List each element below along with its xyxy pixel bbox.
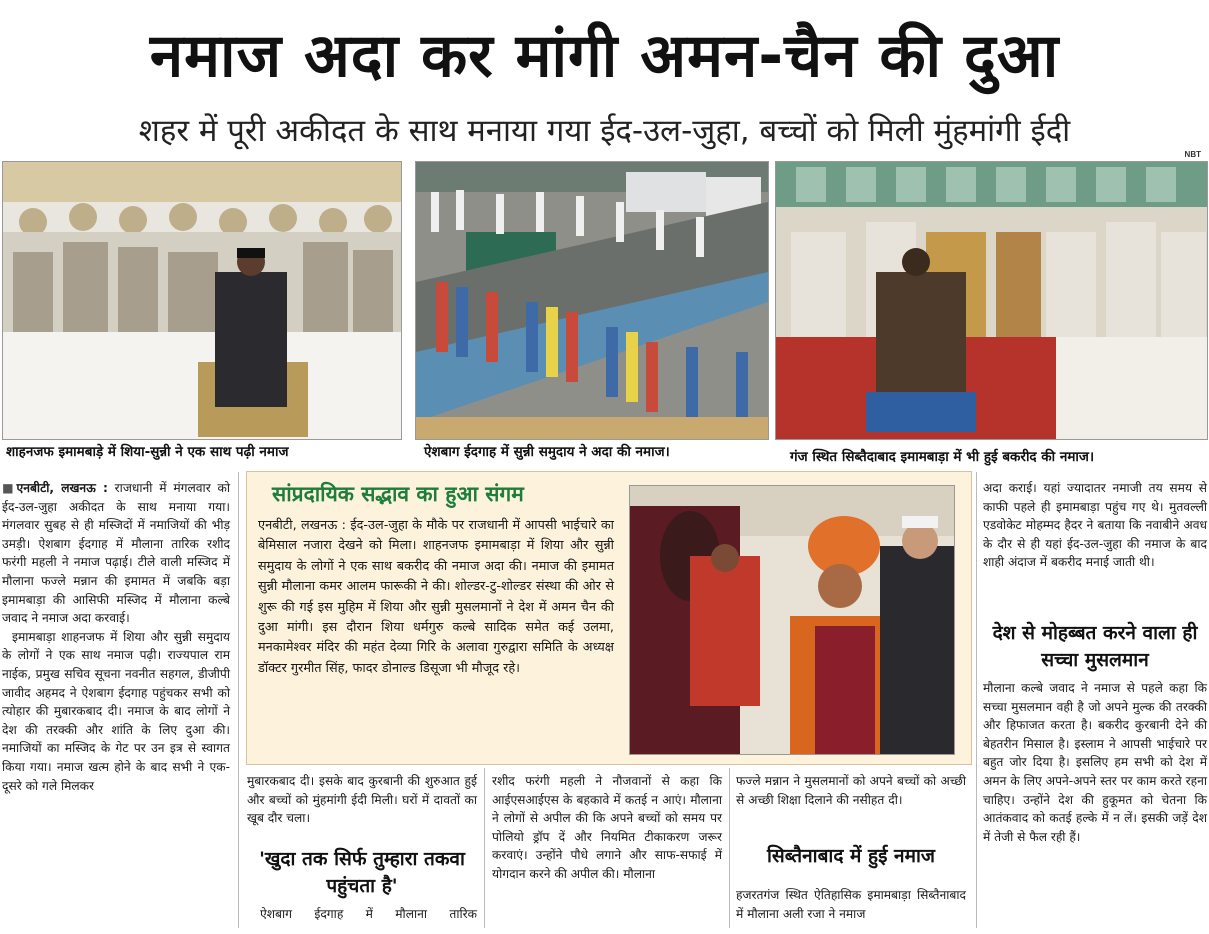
photo-aishbagh <box>415 161 769 440</box>
story-column-3: रशीद फरंगी महली ने नौजवानों से कहा कि आईएसआईएस के बहकावे में कतई न आएं। मौलाना ने लोगों से अपील की कि अपने बच्चों को समय पर पोलियो ड्रॉप दें और नियमित टीकाकरण जरूर करवाएं। उन्होंने पौधे लगाने और साफ-सफाई में योगदान करने की अपील की। मौलाना <box>492 774 722 881</box>
dateline: एनबीटी, लखनऊ : <box>16 481 108 495</box>
photo-caption-2: ऐशबाग ईदगाह में सुन्नी समुदाय ने अदा की नमाज। <box>424 444 670 460</box>
source-tag: NBT <box>1184 150 1201 159</box>
story-para-1: राजधानी में मंगलवार को ईद-उल-जुहा अकीदत के साथ मनाया गया। मंगलवार सुबह से ही मस्जिदों में नमाजियों की भीड़ उमड़ी। ऐशबाग ईदगाह में मौलाना तारिक रशीद फरंगी महली ने नमाज पढ़ाई। टीले वाली मस्जिद में मौलाना फज्ले मन्नान की इमामत में जबकि बड़ा इमामबाड़ा की आसिफी मस्जिद में मौलाना कल्बे जवाद ने नमाज अदा करवाई। <box>2 481 231 626</box>
col2-subhead: 'खुदा तक सिर्फ तुम्हारा तकवा पहुंचता है' <box>259 848 465 897</box>
col2-text: मुबारकबाद दी। इसके बाद कुरबानी की शुरुआत हुई और बच्चों को मुंहमांगी ईदी मिली। घरों में दावतों का खूब दौर चला। <box>247 774 477 826</box>
photo-shahnajaf <box>2 161 402 440</box>
col5-subhead: देश से मोहब्बत करने वाला ही सच्चा मुसलमान <box>992 622 1198 671</box>
story-column-2 <box>247 772 477 828</box>
subheadline: शहर में पूरी अकीदत के साथ मनाया गया ईद-उल-जुहा, बच्चों को मिली मुंहमांगी ईदी <box>138 113 1071 149</box>
col4-subhead: सिब्तैनाबाद में हुई नमाज <box>767 845 935 867</box>
story-column-1 <box>2 479 230 795</box>
col4-after: हजरतगंज स्थित ऐतिहासिक इमामबाड़ा सिब्तैनाबाद में मौलाना अली रजा ने नमाज <box>736 888 966 921</box>
story-column-5-bottom: मौलाना कल्बे जवाद ने नमाज से पहले कहा कि सच्चा मुसलमान वही है जो अपने मुल्क की तरक्की और हिफाजत करता है। बकरीद कुरबानी देने की बेहतरीन मिसाल है। इस्लाम ने आपसी भाईचारे पर बहुत जोर दिया है। इसलिए हम सभी को देश में अमन के लिए अपने-अपने स्तर पर काम करते रहना चाहिए। उन्होंने देश की हुकूमत को चेतना कि आतंकवाद को कतई हल्के में न लें। इसकी जड़ें देश में तेजी से फैल रही हैं। <box>983 681 1207 844</box>
story-column-5-top: अदा कराई। यहां ज्यादातर नमाजी तय समय से काफी पहले ही इमामबाड़ा पहुंच गए थे। मुतवल्ली एडवोकेट मोहम्मद हैदर ने बताया कि नवाबीने अवध के दौर से ही यहां ईद-उल-जुहा की नमाज के बाद शाही अंदाज में बकरीद मनाई जाती थी। <box>983 481 1207 570</box>
bullet-icon: ■ <box>2 481 17 495</box>
story-column-4: फज्ले मन्नान ने मुसलमानों को अपने बच्चों को अच्छी से अच्छी शिक्षा दिलाने की नसीहत दी। <box>736 774 966 807</box>
box-title: सांप्रदायिक सद्भाव का हुआ संगम <box>272 482 524 506</box>
photo-caption-3: गंज स्थित सिब्तैदाबाद इमामबाड़ा में भी हुई बकरीद की नमाज। <box>790 449 1095 465</box>
headline: नमाज अदा कर मांगी अमन-चैन की दुआ <box>149 21 1060 91</box>
box-story-text: एनबीटी, लखनऊ : ईद-उल-जुहा के मौके पर राजधानी में आपसी भाईचारे का बेमिसाल नजारा देखने को मिला। शाहनजफ इमामबाड़ा में शिया और सुन्नी समुदाय के लोगों ने एक साथ बकरीद की नमाज अदा की। नमाज की इमामत सुन्नी मौलाना कमर आलम फारूकी ने की। शोल्डर-टु-शोल्डर संस्था की ओर से शुरू की गई इस मुहिम में शिया और सुन्नी मुसलमानों ने देश में अमन चैन की दुआ मांगी। इस दौरान शिया धर्मगुरु कल्बे सादिक समेत कई उलमा, मनकामेश्वर मंदिर की महंत देव्या गिरि के अलावा गुरुद्वारा समिति के अध्यक्ष डॉक्टर गुरमीत सिंह, फादर डोनाल्ड डिसूजा भी मौजूद रहे। <box>258 518 614 676</box>
photo-caption-1: शाहनजफ इमामबाड़े में शिया-सुन्नी ने एक साथ पढ़ी नमाज <box>6 444 289 460</box>
photo-harmony-gathering <box>629 485 955 755</box>
col2-after: ऐशबाग ईदगाह में मौलाना तारिक <box>260 907 477 921</box>
story-para-2: इमामबाड़ा शाहनजफ में शिया और सुन्नी समुदाय के लोगों ने एक साथ नमाज पढ़ी। राज्यपाल राम नाईक, प्रमुख सचिव सूचना नवनीत सहगल, डीजीपी जावीद अहमद ने ऐशबाग ईदगाह पहुंचकर सभी को त्योहार की मुबारकबाद दी। नमाज के बाद लोगों ने देश की तरक्की और शांति के लिए दुआ की। नमाजियों का मस्जिद के गेट पर उन इत्र से स्वागत किया गया। नमाज खत्म होने के बाद सभी ने एक-दूसरे को गले मिलकर <box>2 629 230 793</box>
photo-sibtainabad <box>775 161 1208 440</box>
